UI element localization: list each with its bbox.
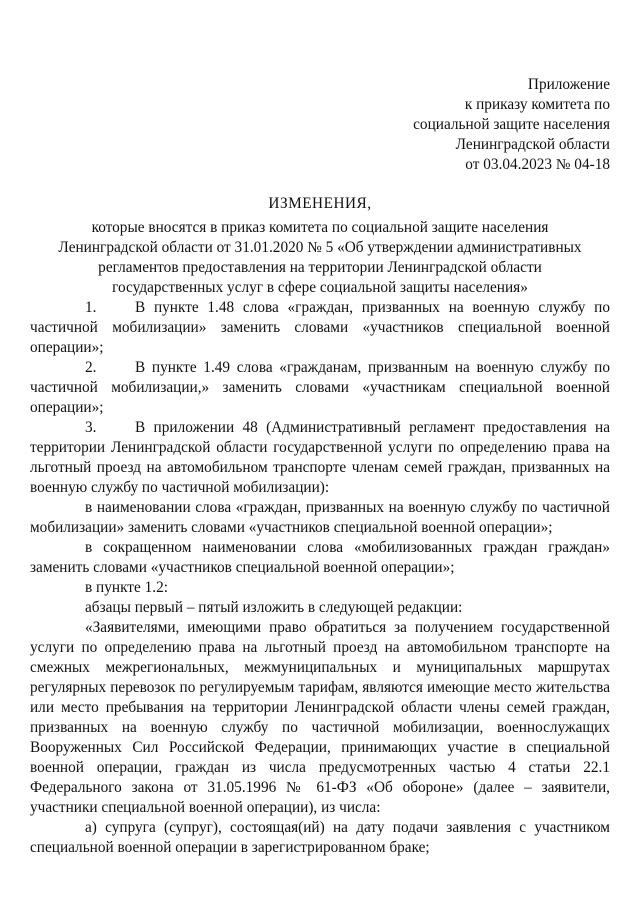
item-first-line: В пункте 1.49 слова «гражданам, призванным на военную службу по	[135, 359, 610, 376]
paragraph-first-line: «Заявителями, имеющими право обратиться за получением государственной	[85, 619, 610, 636]
paragraph-first-line: а) супруга (супруг), состоящая(ий) на дату подачи заявления с участником	[85, 819, 610, 836]
appendix-line: от 03.04.2023 № 04-18	[465, 156, 610, 173]
subtitle-line: регламентов предоставления на территории Ленинградской области	[98, 259, 542, 276]
paragraph-first-line: в пункте 1.2:	[85, 579, 168, 596]
paragraph	[30, 618, 610, 818]
appendix-line: Ленинградской области	[455, 136, 610, 153]
subtitle-line: Ленинградской области от 31.01.2020 № 5 «Об утверждении административных	[58, 239, 582, 256]
item-first-line: В пункте 1.48 слова «граждан, призванных на военную службу по	[135, 299, 610, 316]
item-continuation: частичной мобилизации» заменить словами «участников специальной военной операции»;	[30, 319, 610, 356]
paragraph	[85, 598, 610, 618]
paragraph-first-line: в наименовании слова «граждан, призванных на военную службу по частичной	[85, 499, 610, 516]
numbered-item-2	[30, 358, 610, 418]
paragraph-continuation: мобилизации» заменить словами «участников специальной военной операции»;	[30, 519, 553, 536]
subtitle-line: которые вносятся в приказ комитета по социальной защите населения	[91, 219, 549, 236]
numbered-item-3	[30, 418, 610, 498]
appendix-line: социальной защите населения	[413, 116, 610, 133]
paragraph-first-line: в сокращенном наименовании слова «мобилизованных граждан граждан»	[85, 539, 610, 556]
title-block	[30, 194, 610, 298]
numbered-item-1	[30, 298, 610, 358]
paragraph-first-line: абзацы первый – пятый изложить в следующей редакции:	[85, 599, 463, 616]
document-body	[30, 298, 610, 858]
item-continuation: территории Ленинградской области государственной услуги по определению права на льготный проезд на автомобильном транспорте членам семей граждан, призванных на военную службу по частичной мобилизации):	[30, 439, 610, 496]
item-number: 1.	[85, 299, 97, 316]
paragraph	[30, 498, 610, 538]
item-first-line: В приложении 48 (Административный регламент предоставления на	[135, 419, 610, 436]
appendix-line: Приложение	[527, 76, 610, 93]
paragraph	[85, 578, 610, 598]
paragraph	[30, 538, 610, 578]
document-title: ИЗМЕНЕНИЯ,	[268, 195, 372, 212]
subtitle-line: государственных услуг в сфере социальной защиты населения»	[112, 279, 528, 296]
paragraph	[30, 818, 610, 858]
item-continuation: частичной мобилизации,» заменить словами «участникам специальной военной операции»;	[30, 379, 610, 416]
appendix-line: к приказу комитета по	[464, 96, 610, 113]
appendix-block	[413, 75, 610, 175]
paragraph-continuation: специальной военной операции в зарегистрированном браке;	[30, 839, 430, 856]
document-subtitle	[30, 218, 610, 298]
paragraph-continuation: заменить словами «участников специальной военной операции»;	[30, 559, 455, 576]
item-number: 3.	[85, 419, 97, 436]
paragraph-continuation: услуги по определению права на льготный проезд на автомобильном транспорте на смежных межрегиональных, межмуниципальных и муниципальных маршрутах регулярных перевозок по регулируемым тарифам, являются имеющие место жительства или место пребывания на территории Ленинградской области члены семей граждан, призванных на военную службу по частичной мобилизации, военнослужащих Вооруженных Сил Российской Федерации, принимающих участие в специальной военной операции, граждан из числа предусмотренных частью 4 статьи 22.1 Федерального закона от 31.05.1996 № 61-ФЗ «Об обороне» (далее – заявители, участники специальной военной операции), из числа:	[30, 639, 610, 816]
item-number: 2.	[85, 359, 97, 376]
